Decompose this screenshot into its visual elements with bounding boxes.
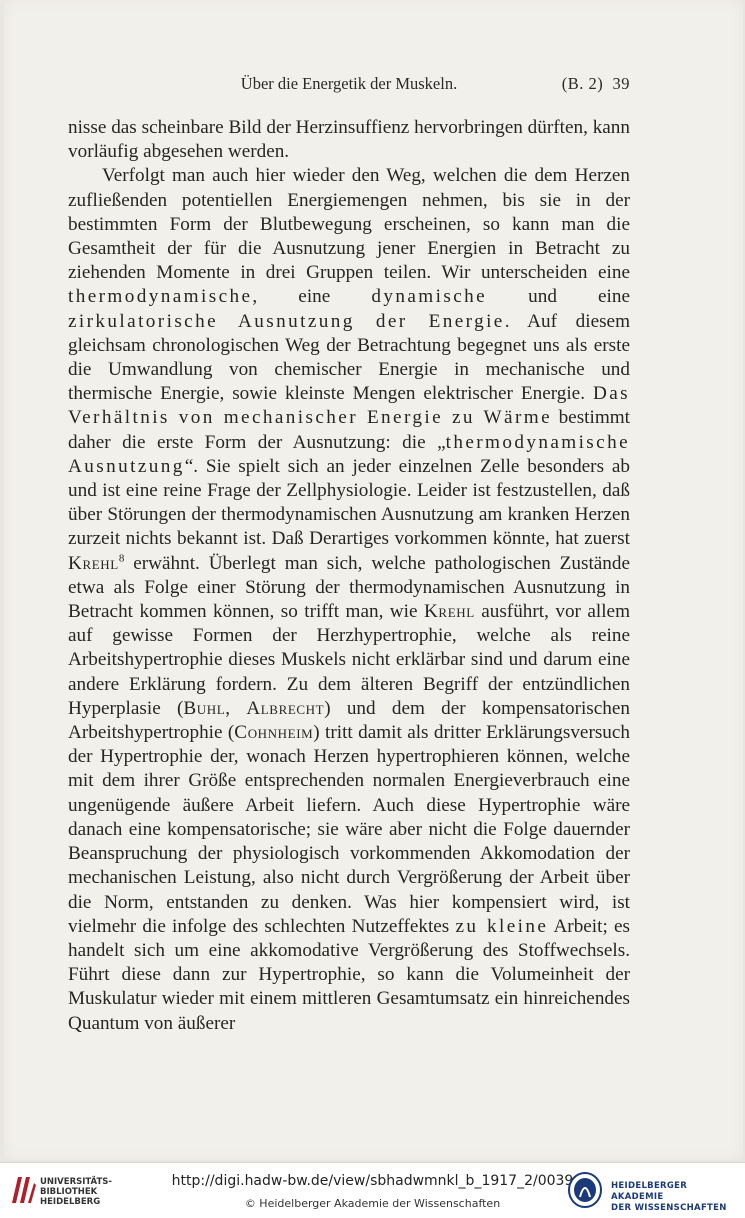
- body-text: [68, 116, 630, 1036]
- author-name: Cohnheim: [234, 722, 314, 744]
- text-run: ) und dem der kompensatorischen Arbeitshypertrophie (: [68, 697, 630, 744]
- library-logo-text: UNIVERSITÄTS- BIBLIOTHEK HEIDELBERG: [40, 1177, 112, 1207]
- author-name: Albrecht: [246, 697, 325, 719]
- viewer-footer: [0, 1162, 745, 1218]
- text-run: . Auf diesem gleichsam chronologischen Weg der Betrachtung begegnet uns als erste die Umwandlung von chemischer Energie in mechanische und thermische Energie, sowie kleinste Mengen elektrischer Energie.: [68, 310, 630, 405]
- academy-seal-icon: [567, 1171, 603, 1209]
- text-run: “. Sie spielt sich an jeder einzelnen Zelle besonders ab und ist eine reine Frage der Zellphysiologie. Leider ist festzustellen, daß über Störungen der thermodynamischen Ausnutzung am kranken Herzen zurzeit nichts bekannt ist. Daß Derartiges vorkommen könnte, hat zuerst: [68, 455, 630, 550]
- paragraph: [68, 164, 630, 1035]
- scanned-page: [4, 0, 743, 1160]
- spaced-emphasis: thermodynamische Ausnutzung: [68, 431, 630, 477]
- academy-logo-text: HEIDELBERGER AKADEMIE DER WISSENSCHAFTEN: [611, 1181, 727, 1213]
- text-run: , eine: [252, 286, 372, 308]
- copyright-notice: © Heidelberger Akademie der Wissenschaften: [244, 1197, 501, 1210]
- paragraph: [68, 116, 630, 164]
- text-run: ausführt, vor allem auf gewisse Formen der Herzhypertrophie, welche als reine Arbeitshypertrophie dieses Muskels nicht erklärbar sind und darum eine andere Erklärung fordern. Zu dem älteren Begriff der entzündlichen Hyperplasie (: [68, 601, 630, 719]
- spaced-emphasis: zu kleine: [455, 915, 549, 937]
- author-name: Krehl: [68, 552, 119, 574]
- text-run: und eine: [487, 286, 630, 308]
- text-run: Verfolgt man auch hier wieder den Weg, welchen die dem Herzen zufließenden potentiellen Energiemengen nehmen, bis sie in der bestimmten Form der Blutbewegung erscheinen, so kann man die Gesamtheit der für die Ausnutzung jener Energien in Betracht zu ziehenden Momente in drei Gruppen teilen. Wir unterscheiden eine: [68, 165, 630, 284]
- author-name: Krehl: [423, 601, 475, 623]
- spaced-emphasis: zirkulatorische Ausnutzung der Energie: [68, 310, 505, 332]
- text-run: Arbeit; es handelt sich um eine akkomodative Vergrößerung des Stoffwechsels. Führt diese dann zur Hypertrophie, so kann die Volumeinheit der Muskulatur wieder mit einem mittleren Gesamtumsatz ein hinreichendes Quantum von äußerer: [68, 915, 630, 1034]
- text-run: bestimmt daher die erste Form der Ausnutzung: die „: [68, 407, 630, 453]
- running-title: Über die Energetik der Muskeln.: [240, 74, 458, 93]
- page-number: 39: [612, 74, 630, 93]
- academy-logo[interactable]: [567, 1171, 737, 1211]
- text-run: ) tritt damit als dritter Erklärungsversuch der Hypertrophie der, wonach Herzen hypertrophieren können, welche mit dem ihrer Größe entsprechenden normalen Energieverbrauch eine ungenügende äußere Arbeit liefern. Auch diese Hypertrophie wäre danach eine kompensatorische; sie wäre aber nicht die Folge dauernder Beanspruchung der physiologisch vorkommenden Akkomodation der mechanischen Leistung, also nicht durch Vergrößerung der Arbeit über die Norm, entstanden zu denken. Was hier kompensiert wird, ist vielmehr die infolge des schlechten Nutzeffektes: [68, 722, 630, 937]
- text-run: ,: [225, 697, 247, 719]
- text-run: nisse das scheinbare Bild der Herzinsuffienz hervorbringen dürften, kann vorläufig abgesehen werden.: [68, 117, 630, 163]
- spaced-emphasis: Das Verhältnis von mechanischer Energie zu Wärme: [68, 383, 630, 429]
- permalink-url[interactable]: http://digi.hadw-bw.de/view/sbhadwmnkl_b_1917_2/0039: [171, 1173, 574, 1189]
- text-run: erwähnt. Überlegt man sich, welche pathologischen Zustände etwa als Folge einer Störung der thermodynamischen Ausnutzung in Betracht kommen können, so trifft man, wie: [68, 552, 630, 623]
- author-name: Buhl: [183, 697, 226, 719]
- section-label: (B. 2): [561, 74, 604, 93]
- spaced-emphasis: thermodynamische: [68, 286, 253, 308]
- spaced-emphasis: dynamische: [371, 286, 488, 308]
- page-reference: [562, 74, 630, 94]
- footnote-ref: 8: [118, 552, 125, 565]
- running-header: [68, 74, 630, 96]
